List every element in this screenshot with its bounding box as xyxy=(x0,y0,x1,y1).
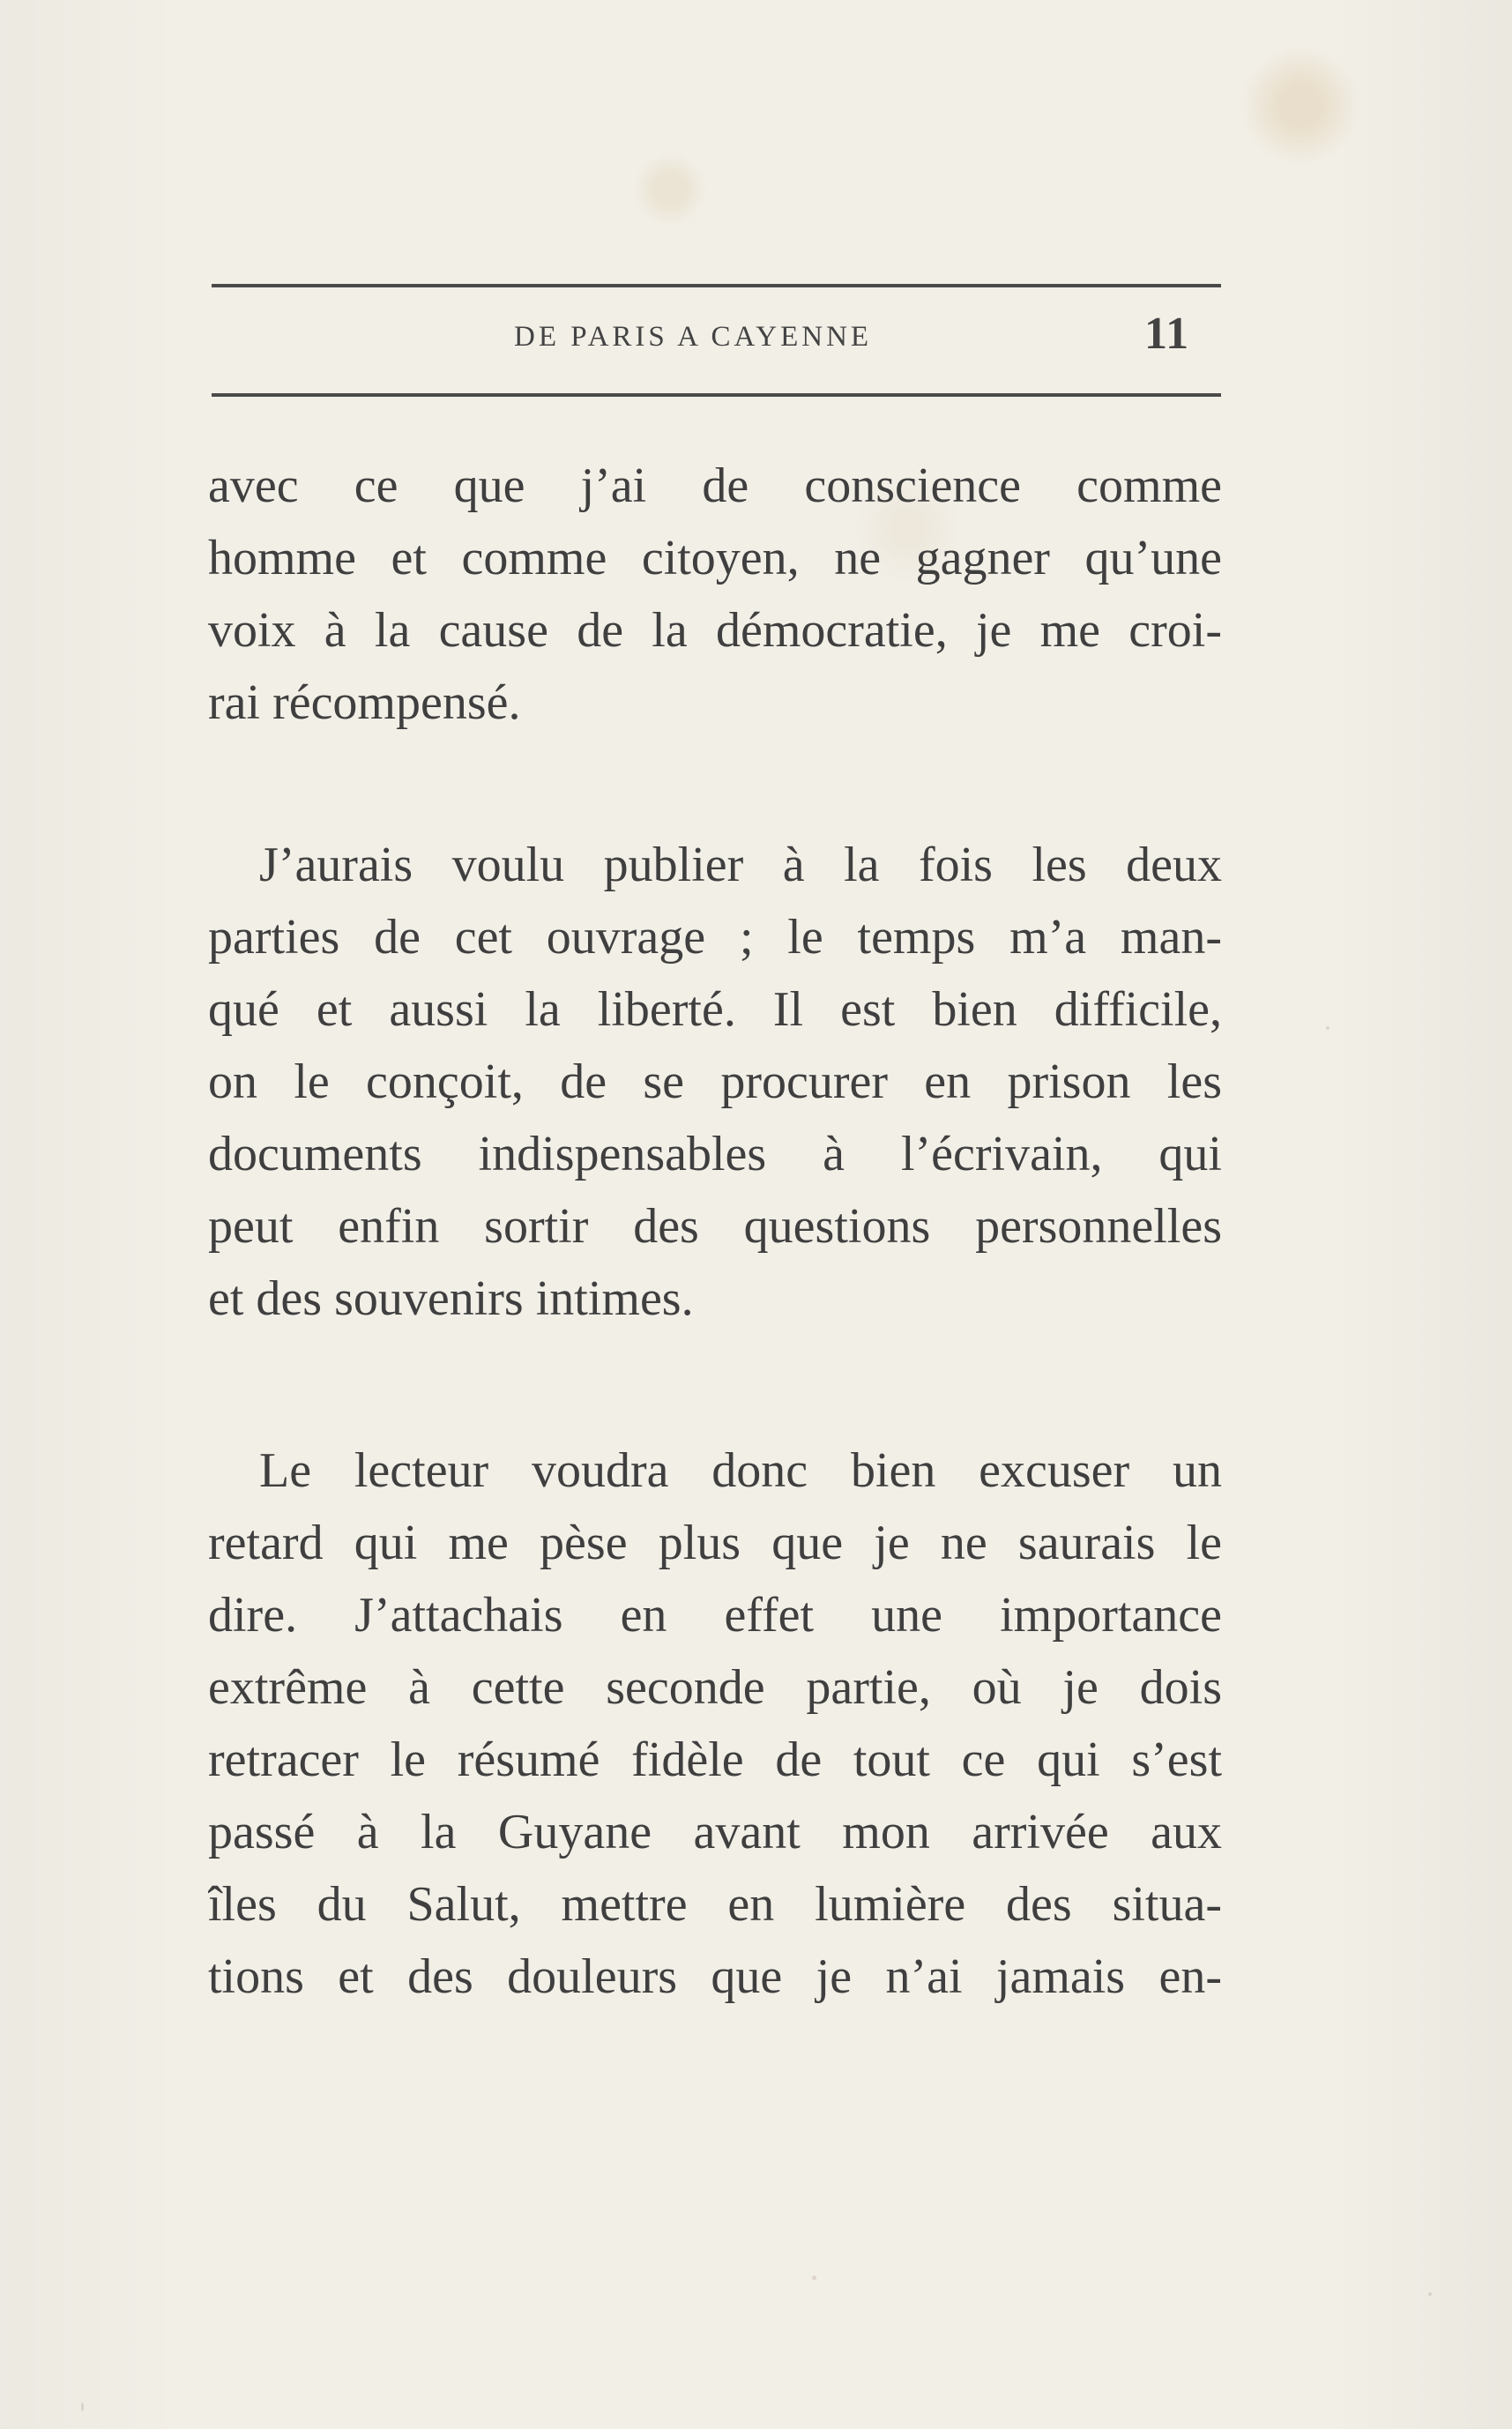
text-line: on le conçoit, de se procurer en prison les xyxy=(208,1054,1222,1109)
text-line: extrême à cette seconde partie, où je dois xyxy=(208,1660,1222,1715)
paper-speck xyxy=(1428,2292,1432,2296)
paper-speck xyxy=(1326,1026,1330,1030)
text-line: retracer le résumé fidèle de tout ce qui s’est xyxy=(208,1732,1222,1787)
text-line: dire. J’attachais en effet une importance xyxy=(208,1588,1222,1643)
text-line: tions et des douleurs que je n’ai jamais en- xyxy=(208,1949,1222,2004)
running-title: DE PARIS A CAYENNE xyxy=(514,321,873,353)
header-top-rule xyxy=(212,284,1221,287)
text-line: qué et aussi la liberté. Il est bien difficile, xyxy=(208,982,1222,1037)
text-line: et des souvenirs intimes. xyxy=(208,1271,694,1326)
text-line: retard qui me pèse plus que je ne saurais le xyxy=(208,1516,1222,1570)
text-line: peut enfin sortir des questions personnelles xyxy=(208,1199,1222,1254)
text-line: homme et comme citoyen, ne gagner qu’une xyxy=(208,531,1222,585)
text-line: Le lecteur voudra donc bien excuser un xyxy=(259,1443,1222,1498)
page-number: 11 xyxy=(1144,309,1190,359)
text-line: avec ce que j’ai de conscience comme xyxy=(208,458,1222,513)
text-line: voix à la cause de la démocratie, je me croi- xyxy=(208,603,1222,658)
text-line: J’aurais voulu publier à la fois les deux xyxy=(259,838,1222,892)
text-line: passé à la Guyane avant mon arrivée aux xyxy=(208,1805,1222,1859)
text-line: rai récompensé. xyxy=(208,675,521,730)
paper-speck xyxy=(812,2276,816,2280)
paragraph-1 xyxy=(208,450,1222,739)
paper-speck xyxy=(81,2403,84,2411)
text-line: îles du Salut, mettre en lumière des situa- xyxy=(208,1877,1222,1932)
paragraph-2 xyxy=(208,829,1222,1335)
text-line: parties de cet ouvrage ; le temps m’a man- xyxy=(208,910,1222,965)
paragraph-3 xyxy=(208,1434,1222,2013)
running-header xyxy=(0,309,1512,370)
header-bottom-rule xyxy=(212,393,1221,397)
text-line: documents indispensables à l’écrivain, qui xyxy=(208,1127,1222,1181)
